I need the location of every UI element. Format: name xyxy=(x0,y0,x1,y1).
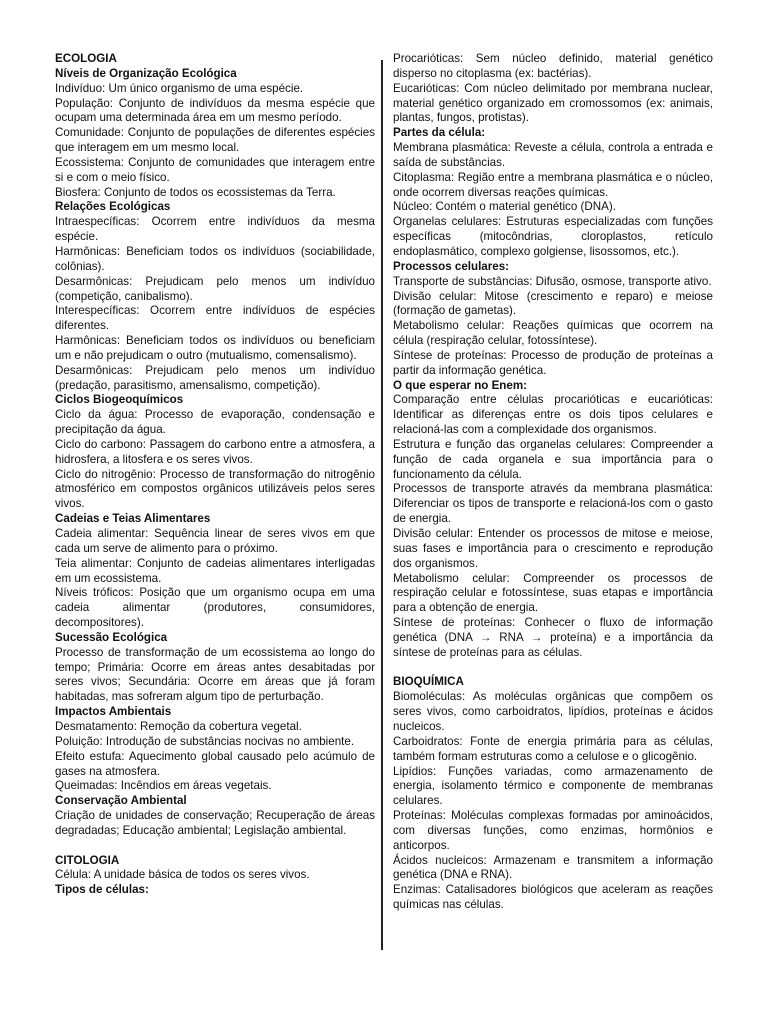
right-column xyxy=(393,52,713,913)
heading-relacoes-ecologicas: Relações Ecológicas xyxy=(55,200,171,214)
paragraph: Criação de unidades de conservação; Recuperação de áreas degradadas; Educação ambiental; Legislação ambiental. xyxy=(55,809,375,837)
column-divider xyxy=(381,60,383,950)
heading-conservacao-ambiental: Conservação Ambiental xyxy=(55,794,187,808)
paragraph: Cadeia alimentar: Sequência linear de seres vivos em que cada um serve de alimento para o próximo. xyxy=(55,527,375,555)
paragraph: Harmônicas: Beneficiam todos os indivíduos (sociabilidade, colônias). xyxy=(55,244,375,273)
paragraph: Divisão celular: Entender os processos de mitose e meiose, suas fases e importância para o crescimento e reprodução dos organismos. xyxy=(393,527,713,570)
paragraph: Biomoléculas: As moléculas orgânicas que compõem os seres vivos, como carboidratos, lipídios, proteínas e ácidos nucleicos. xyxy=(393,690,713,733)
heading-niveis-organizacao: Níveis de Organização Ecológica xyxy=(55,66,237,80)
left-column xyxy=(55,52,375,898)
spacer xyxy=(55,839,375,854)
spacer xyxy=(393,661,713,676)
paragraph: Harmônicas: Beneficiam todos os indivíduos ou beneficiam um e não prejudicam o outro (mutualismo, comensalismo). xyxy=(55,334,375,362)
paragraph: Metabolismo celular: Reações químicas que ocorrem na célula (respiração celular, fotossíntese). xyxy=(393,319,713,348)
paragraph: Metabolismo celular: Compreender os processos de respiração celular e fotossíntese, suas etapas e importância para a obtenção de energia. xyxy=(393,571,713,615)
paragraph: Ciclo do nitrogênio: Processo de transformação do nitrogênio atmosférico em compostos orgânicos utilizáveis pelos seres vivos. xyxy=(55,467,375,511)
paragraph: Desarmônicas: Prejudicam pelo menos um indivíduo (predação, parasitismo, amensalismo, competição). xyxy=(55,363,375,392)
paragraph: Indivíduo: Um único organismo de uma espécie. xyxy=(55,81,304,95)
paragraph: Lipídios: Funções variadas, como armazenamento de energia, isolamento térmico e componente de membranas celulares. xyxy=(393,764,713,808)
paragraph: Processos de transporte através da membrana plasmática: Diferenciar os tipos de transporte e relacioná-los com o gasto de energia. xyxy=(393,482,713,526)
heading-impactos-ambientais: Impactos Ambientais xyxy=(55,705,172,719)
paragraph: Intraespecíficas: Ocorrem entre indivíduos da mesma espécie. xyxy=(55,215,375,244)
heading-cadeias-teias: Cadeias e Teias Alimentares xyxy=(55,512,211,526)
paragraph: Interespecíficas: Ocorrem entre indivíduos de espécies diferentes. xyxy=(55,304,375,333)
paragraph: Síntese de proteínas: Conhecer o fluxo de informação genética (DNA → RNA → proteína) e a importância da síntese de proteínas para as células. xyxy=(393,616,713,659)
paragraph: Níveis tróficos: Posição que um organismo ocupa em uma cadeia alimentar (produtores, consumidores, decompositores). xyxy=(55,586,375,630)
paragraph: Divisão celular: Mitose (crescimento e reparo) e meiose (formação de gametas). xyxy=(393,289,713,318)
paragraph: Ácidos nucleicos: Armazenam e transmitem a informação genética (DNA e RNA). xyxy=(393,853,713,882)
paragraph: Estrutura e função das organelas celulares: Compreender a função de cada organela e sua importância para o funcionamento da célula. xyxy=(393,437,713,481)
paragraph: Organelas celulares: Estruturas especializadas com funções específicas (mitocôndrias, cloroplastos, retículo endoplasmático, complexo golgiense, lisossomos, etc.). xyxy=(393,215,713,258)
paragraph: Proteínas: Moléculas complexas formadas por aminoácidos, com diversas funções, como enzimas, hormônios e anticorpos. xyxy=(393,809,713,852)
paragraph: Núcleo: Contém o material genético (DNA). xyxy=(393,200,616,214)
paragraph: Ciclo da água: Processo de evaporação, condensação e precipitação da água. xyxy=(55,408,375,437)
paragraph: Teia alimentar: Conjunto de cadeias alimentares interligadas em um ecossistema. xyxy=(55,556,375,585)
paragraph: Comunidade: Conjunto de populações de diferentes espécies que interagem em um mesmo local. xyxy=(55,126,375,155)
paragraph: Poluição: Introdução de substâncias nocivas no ambiente. xyxy=(55,734,355,748)
paragraph: Enzimas: Catalisadores biológicos que aceleram as reações químicas nas células. xyxy=(393,883,713,912)
paragraph: Desarmônicas: Prejudicam pelo menos um indivíduo (competição, canibalismo). xyxy=(55,274,375,303)
heading-processos-celulares: Processos celulares: xyxy=(393,259,510,273)
heading-enem: O que esperar no Enem: xyxy=(393,378,528,392)
heading-tipos-celulas: Tipos de células: xyxy=(55,883,149,897)
paragraph: Citoplasma: Região entre a membrana plasmática e o núcleo, onde ocorrem diversas reações químicas. xyxy=(393,170,713,199)
paragraph: Ciclo do carbono: Passagem do carbono entre a atmosfera, a hidrosfera, a litosfera e os seres vivos. xyxy=(55,437,375,466)
paragraph: Ecossistema: Conjunto de comunidades que interagem entre si e com o meio físico. xyxy=(55,155,375,184)
section-title-bioquimica: BIOQUÍMICA xyxy=(393,675,464,689)
heading-partes-celula: Partes da célula: xyxy=(393,126,486,140)
paragraph: Processo de transformação de um ecossistema ao longo do tempo; Primária: Ocorre em áreas antes desabitadas por seres vivos; Secundária: Ocorre em áreas que já foram habitadas, mas sofreram algum tipo de perturbação. xyxy=(55,645,375,704)
section-title-ecologia: ECOLOGIA xyxy=(55,52,117,65)
paragraph: Síntese de proteínas: Processo de produção de proteínas a partir da informação genética. xyxy=(393,348,713,377)
paragraph: Desmatamento: Remoção da cobertura vegetal. xyxy=(55,719,302,733)
paragraph: Célula: A unidade básica de todos os seres vivos. xyxy=(55,868,310,882)
paragraph: Efeito estufa: Aquecimento global causado pelo acúmulo de gases na atmosfera. xyxy=(55,749,375,778)
paragraph: Membrana plasmática: Reveste a célula, controla a entrada e saída de substâncias. xyxy=(393,141,713,169)
heading-sucessao-ecologica: Sucessão Ecológica xyxy=(55,630,168,644)
paragraph: Biosfera: Conjunto de todos os ecossistemas da Terra. xyxy=(55,185,336,199)
section-title-citologia: CITOLOGIA xyxy=(55,853,120,867)
paragraph: Eucarióticas: Com núcleo delimitado por membrana nuclear, material genético organizado em cromossomos (ex: animais, plantas, fungos, protistas). xyxy=(393,81,713,125)
paragraph: Queimadas: Incêndios em áreas vegetais. xyxy=(55,779,272,793)
paragraph: Carboidratos: Fonte de energia primária para as células, também formam estruturas como a celulose e o glicogênio. xyxy=(393,734,713,763)
paragraph: Transporte de substâncias: Difusão, osmose, transporte ativo. xyxy=(393,274,712,288)
paragraph: Comparação entre células procarióticas e eucarióticas: Identificar as diferenças entre os dois tipos celulares e relacioná-las com a complexidade dos organismos. xyxy=(393,393,713,437)
heading-ciclos-biogeoquimicos: Ciclos Biogeoquímicos xyxy=(55,393,184,407)
paragraph: Procarióticas: Sem núcleo definido, material genético disperso no citoplasma (ex: bactérias). xyxy=(393,52,713,80)
paragraph: População: Conjunto de indivíduos da mesma espécie que ocupam uma determinada área em um mesmo período. xyxy=(55,96,375,125)
